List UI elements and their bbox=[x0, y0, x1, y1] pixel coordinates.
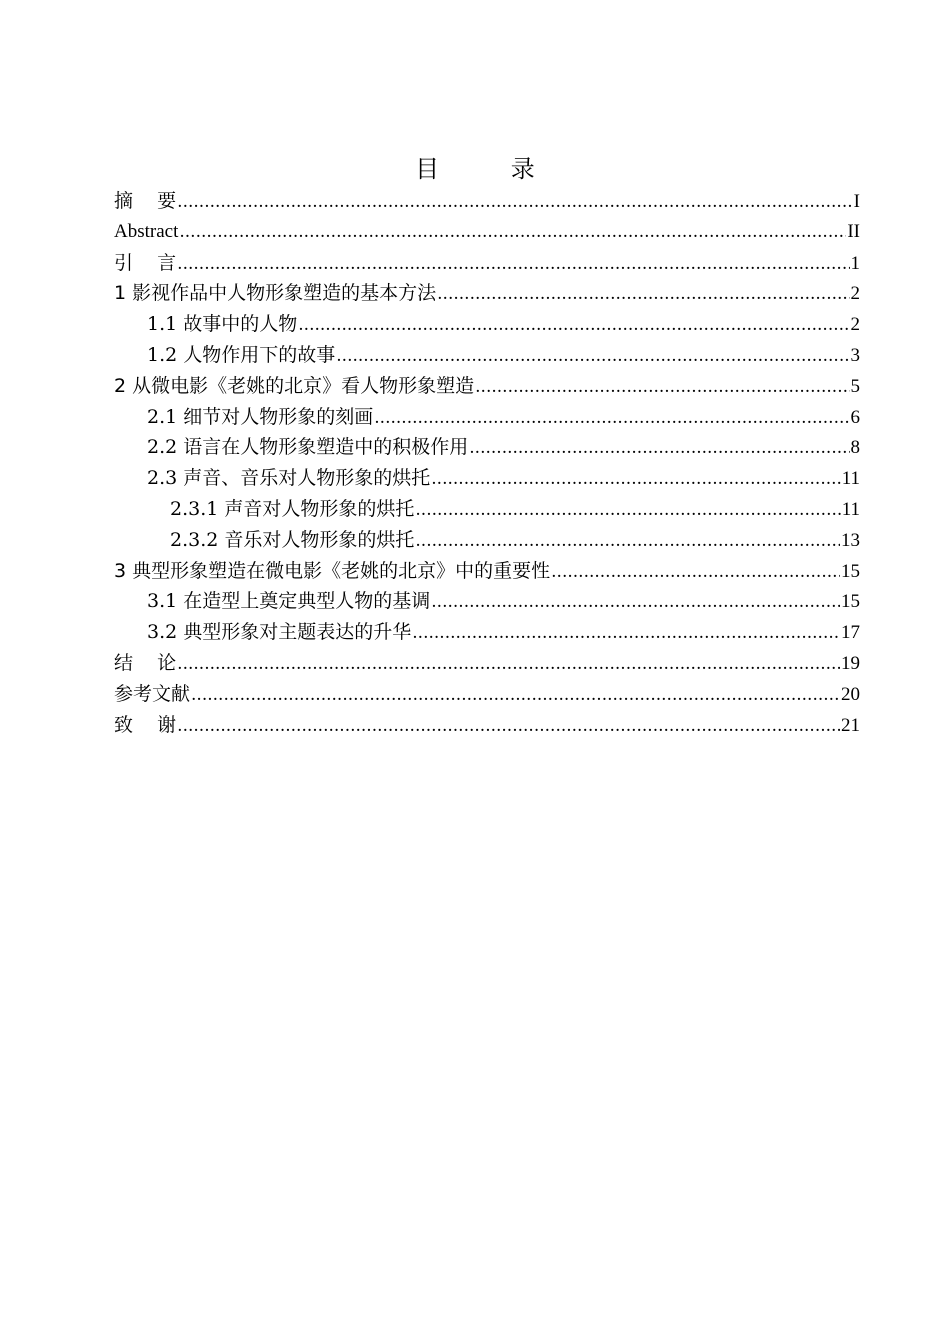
toc-entry-section-3-1[interactable] bbox=[114, 586, 860, 617]
toc-entry-introduction[interactable] bbox=[114, 248, 860, 279]
toc-dot-leader bbox=[336, 341, 849, 372]
toc-entry-abstract-cn[interactable] bbox=[114, 186, 860, 217]
toc-entry-chapter-3[interactable] bbox=[114, 556, 860, 587]
toc-entry-label: 2.2 语言在人物形象塑造中的积极作用 bbox=[147, 436, 469, 459]
toc-entry-label: 1 影视作品中人物形象塑造的基本方法 bbox=[114, 282, 437, 305]
toc-entry-page: 2 bbox=[850, 283, 860, 305]
toc-entry-label: 2.3.1 声音对人物形象的烘托 bbox=[170, 497, 415, 520]
toc-entry-page: 13 bbox=[841, 529, 860, 551]
toc-entry-label: 引 言 bbox=[114, 251, 177, 274]
toc-entry-acknowledgements[interactable] bbox=[114, 710, 860, 741]
toc-entry-label: 3.1 在造型上奠定典型人物的基调 bbox=[147, 590, 431, 613]
toc-entry-label: Abstract bbox=[114, 220, 179, 242]
toc-dot-leader bbox=[437, 279, 849, 310]
toc-dot-leader bbox=[177, 649, 840, 680]
toc-entry-references[interactable] bbox=[114, 679, 860, 710]
toc-entry-page: 3 bbox=[850, 344, 860, 366]
toc-dot-leader bbox=[177, 249, 849, 280]
toc-entry-section-2-2[interactable] bbox=[114, 432, 860, 463]
toc-entry-page: 19 bbox=[841, 652, 860, 674]
toc-entry-page: 6 bbox=[850, 406, 860, 428]
toc-entry-label: 1.1 故事中的人物 bbox=[147, 313, 298, 336]
toc-entry-label: 参考文献 bbox=[114, 682, 191, 705]
toc-entry-page: 21 bbox=[841, 714, 860, 736]
toc-dot-leader bbox=[298, 310, 849, 341]
toc-entry-section-2-3-2[interactable] bbox=[114, 525, 860, 556]
toc-entry-section-1-1[interactable] bbox=[114, 309, 860, 340]
toc-entry-label: 3.2 典型形象对主题表达的升华 bbox=[147, 621, 412, 644]
toc-entry-page: 17 bbox=[841, 622, 860, 644]
toc-dot-leader bbox=[191, 680, 840, 711]
toc-entry-label: 2.1 细节对人物形象的刻画 bbox=[147, 405, 374, 428]
toc-entry-conclusion[interactable] bbox=[114, 648, 860, 679]
toc-dot-leader bbox=[177, 187, 853, 218]
toc-entry-page: 11 bbox=[841, 498, 860, 520]
toc-entry-label: 2.3.2 音乐对人物形象的烘托 bbox=[170, 528, 415, 551]
toc-entry-page: 1 bbox=[850, 252, 860, 274]
toc-entry-abstract-en[interactable] bbox=[114, 217, 860, 248]
toc-dot-leader bbox=[415, 526, 840, 557]
toc-dot-leader bbox=[475, 372, 849, 403]
toc-entry-page: I bbox=[853, 191, 860, 212]
toc-entry-chapter-2[interactable] bbox=[114, 371, 860, 402]
toc-entry-label: 致 谢 bbox=[114, 713, 177, 736]
toc-entry-section-2-3-1[interactable] bbox=[114, 494, 860, 525]
toc-entry-label: 3 典型形象塑造在微电影《老姚的北京》中的重要性 bbox=[114, 559, 551, 582]
toc-entry-page: 15 bbox=[841, 560, 860, 582]
toc-entry-label: 2.3 声音、音乐对人物形象的烘托 bbox=[147, 467, 431, 490]
toc-entry-label: 摘 要 bbox=[114, 190, 177, 212]
toc-dot-leader bbox=[551, 557, 840, 588]
toc-dot-leader bbox=[415, 495, 840, 526]
toc-dot-leader bbox=[431, 464, 840, 495]
toc-entry-label: 2 从微电影《老姚的北京》看人物形象塑造 bbox=[114, 374, 475, 397]
toc-entry-page: 11 bbox=[841, 468, 860, 490]
toc-title: 目 录 bbox=[415, 155, 567, 183]
toc-entry-page: 20 bbox=[841, 683, 860, 705]
toc-dot-leader bbox=[412, 618, 840, 649]
toc-dot-leader bbox=[177, 711, 840, 742]
toc-entry-page: II bbox=[847, 220, 860, 242]
toc-dot-leader bbox=[469, 433, 849, 464]
toc-dot-leader bbox=[179, 217, 846, 248]
toc-dot-leader bbox=[431, 587, 840, 618]
toc-entry-page: 5 bbox=[850, 375, 860, 397]
toc-entry-page: 15 bbox=[841, 591, 860, 613]
toc-entry-label: 1.2 人物作用下的故事 bbox=[147, 343, 336, 366]
toc-entry-section-1-2[interactable] bbox=[114, 340, 860, 371]
toc-entry-section-3-2[interactable] bbox=[114, 617, 860, 648]
toc-list bbox=[114, 186, 860, 740]
toc-entry-page: 2 bbox=[850, 314, 860, 336]
toc-entry-page: 8 bbox=[850, 437, 860, 459]
toc-entry-section-2-3[interactable] bbox=[114, 463, 860, 494]
toc-entry-label: 结 论 bbox=[114, 651, 177, 674]
toc-dot-leader bbox=[374, 403, 849, 434]
toc-entry-chapter-1[interactable] bbox=[114, 278, 860, 309]
toc-entry-section-2-1[interactable] bbox=[114, 402, 860, 433]
